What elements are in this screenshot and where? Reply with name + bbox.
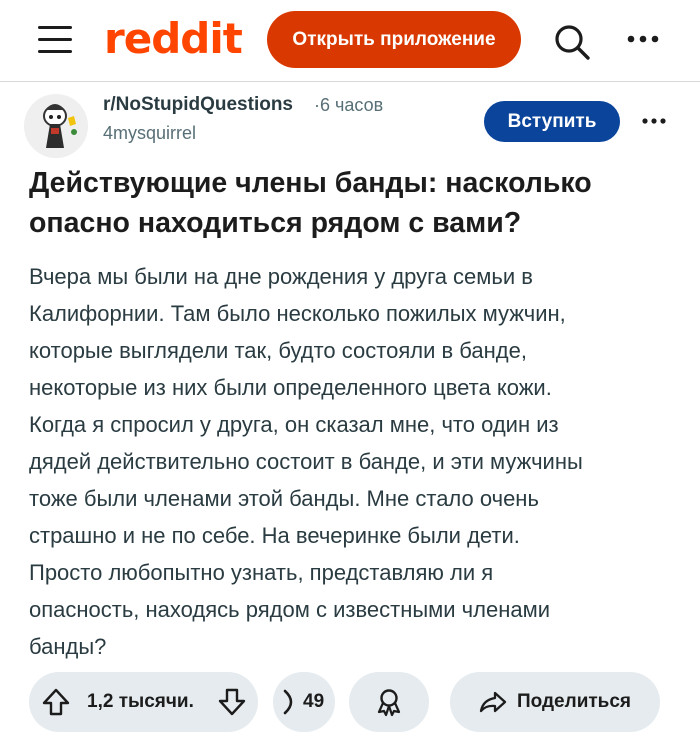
vote-control	[29, 672, 258, 732]
share-button[interactable]	[450, 672, 660, 732]
award-button[interactable]	[349, 672, 429, 732]
body-line: некоторые из них были определенного цвета кожи.	[29, 375, 552, 400]
more-icon[interactable]	[626, 32, 660, 46]
body-line: Когда я спросил у друга, он сказал мне, что один из	[29, 412, 559, 437]
body-line: Калифорнии. Там было несколько пожилых мужчин,	[29, 301, 566, 326]
share-icon	[479, 690, 507, 714]
award-icon	[374, 687, 404, 717]
body-line: Вчера мы были на дне рождения у друга семьи в	[29, 264, 533, 289]
menu-icon[interactable]	[38, 26, 72, 56]
body-line: опасность, находясь рядом с известными членами	[29, 597, 551, 622]
reddit-logo[interactable]: reddit	[104, 14, 242, 63]
comment-count: 49	[303, 691, 325, 712]
comments-button[interactable]	[273, 672, 335, 732]
post-age: ·6 часов	[314, 95, 384, 115]
post-title[interactable]	[29, 163, 679, 243]
body-line: страшно и не по себе. На вечеринке были дети.	[29, 523, 520, 548]
open-app-button[interactable]: Открыть приложение	[267, 11, 521, 68]
body-line: дядей действительно состоит в банде, и эти мужчины	[29, 449, 583, 474]
post-body	[29, 258, 689, 665]
post-more-icon[interactable]	[641, 116, 667, 126]
avatar-icon	[24, 94, 88, 158]
post-title-line: Действующие члены банды: насколько	[29, 167, 592, 199]
body-line: Просто любопытно узнать, представляю ли я	[29, 560, 494, 585]
post-title-line: опасно находиться рядом с вами?	[29, 207, 522, 239]
comment-icon	[283, 688, 299, 716]
body-line: банды?	[29, 634, 107, 659]
subreddit-name[interactable]: r/NoStupidQuestions	[103, 94, 293, 115]
user-avatar[interactable]	[24, 94, 88, 158]
upvote-icon[interactable]	[41, 687, 71, 717]
action-bar	[0, 672, 700, 734]
body-line: которые выглядели так, будто состояли в банде,	[29, 338, 527, 363]
search-icon[interactable]	[552, 22, 592, 62]
join-button[interactable]: Вступить	[484, 101, 620, 142]
top-bar	[0, 0, 700, 82]
downvote-icon[interactable]	[217, 687, 247, 717]
vote-count: 1,2 тысячи.	[87, 691, 194, 712]
share-label: Поделиться	[516, 691, 632, 712]
author-name[interactable]: 4mysquirrel	[103, 123, 197, 143]
body-line: тоже были членами этой банды. Мне стало очень	[29, 486, 539, 511]
